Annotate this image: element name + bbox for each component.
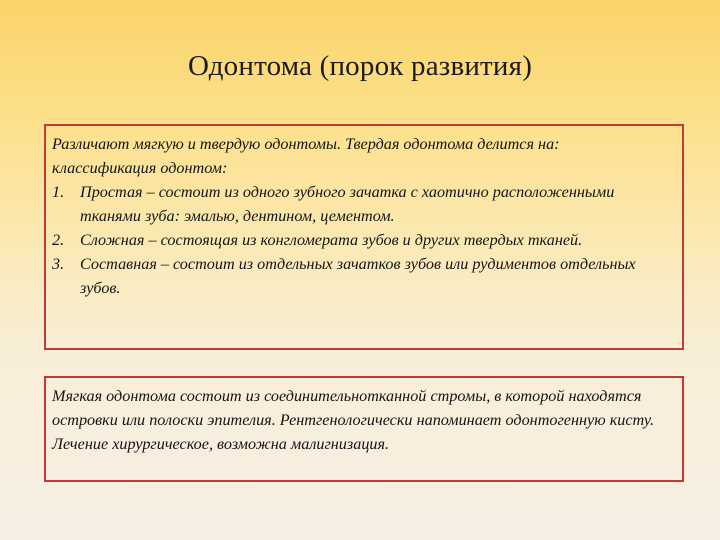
list-item-number: 2. — [52, 231, 65, 249]
list-item — [52, 180, 674, 228]
list-item-text: Простая – состоит из одного зубного зачатка с хаотично расположенными тканями зуба: эмалью, дентином, цементом. — [80, 183, 615, 225]
soft-odontoma-text: Мягкая одонтома состоит из соединительнотканной стромы, в которой находятся островки или полоски эпителия. Рентгенологически напоминает одонтогенную кисту. Лечение хирургическое, возможна малигнизация. — [52, 387, 655, 453]
soft-odontoma-box — [44, 376, 684, 482]
classification-heading: классификация одонтом: — [52, 159, 228, 177]
list-item-text: Составная – состоит из отдельных зачатков зубов или рудиментов отдельных зубов. — [80, 255, 636, 297]
list-item — [52, 228, 674, 252]
hard-odontoma-box — [44, 124, 684, 350]
slide-title: Одонтома (порок развития) — [187, 50, 533, 82]
list-item — [52, 252, 674, 300]
classification-list — [52, 180, 674, 300]
list-item-number: 3. — [52, 255, 65, 273]
list-item-text: Сложная – состоящая из конгломерата зубов и других твердых тканей. — [80, 231, 583, 249]
list-item-number: 1. — [52, 183, 65, 201]
intro-text: Различают мягкую и твердую одонтомы. Твердая одонтома делится на: — [52, 135, 560, 153]
